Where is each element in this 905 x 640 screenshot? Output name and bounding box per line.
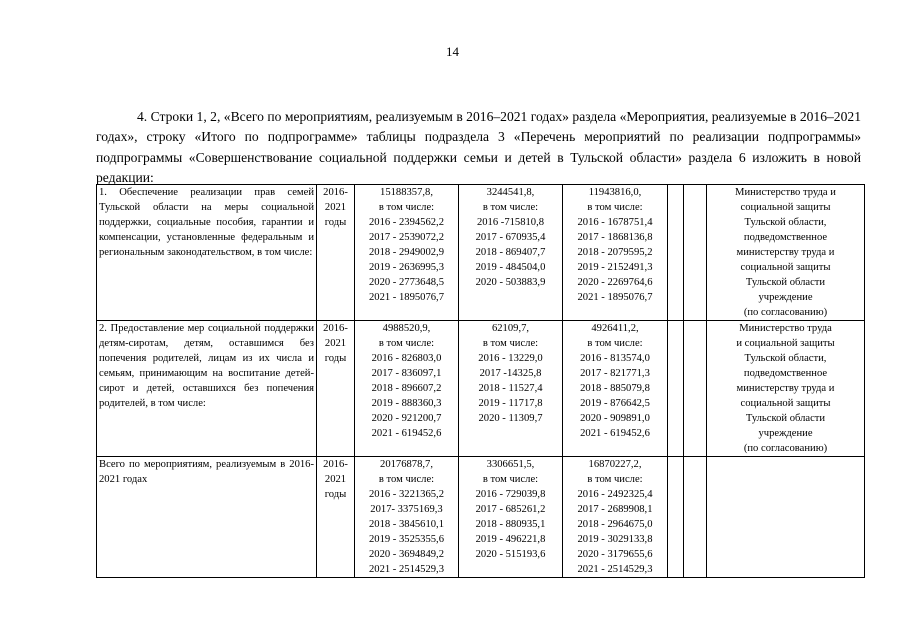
empty-cell	[668, 457, 684, 578]
responsible-cell-line: социальной защиты	[740, 202, 831, 213]
regional-funding-cell-line: 2016 - 1678751,4	[577, 217, 653, 228]
regional-funding-cell-line: 4926411,2,	[591, 323, 639, 334]
activity-name-cell	[97, 457, 317, 578]
federal-funding-cell-line: 3306651,5,	[486, 459, 535, 470]
period-cell-line: 2021	[324, 338, 347, 349]
responsible-cell-line: Министерство труда	[739, 323, 832, 334]
responsible-cell-line: и социальной защиты	[736, 338, 835, 349]
regional-funding-cell-line: 2021 - 1895076,7	[577, 292, 653, 303]
intro-paragraph: 4. Строки 1, 2, «Всего по мероприятиям, реализуемым в 2016–2021 годах» раздела «Мероприятия, реализуемые в 2016–2021 годах», строку «Итого по подпрограмме» таблицы подраздела 3 «Перечень мероприятий по реализации подпрограммы» подпрограммы «Совершенствование социальной поддержки семьи и детей в Тульской области» раздела 6 изложить в новой редакции:	[96, 108, 861, 186]
responsible-cell-line: министерству труда и	[736, 383, 835, 394]
regional-funding-cell-line: в том числе:	[587, 474, 643, 485]
responsible-cell	[707, 457, 865, 578]
regional-funding-cell	[563, 457, 668, 578]
regional-funding-cell-line: 16870227,2,	[588, 459, 642, 470]
federal-funding-cell-line: в том числе:	[482, 338, 539, 349]
total-funding-cell-line: 20176878,7,	[380, 459, 433, 470]
page-number: 14	[446, 44, 459, 59]
total-funding-cell-line: 2021 - 619452,6	[371, 428, 442, 439]
responsible-cell-line: Тульской области,	[744, 217, 827, 228]
regional-funding-cell-line: 2018 - 885079,8	[580, 383, 650, 394]
regional-funding-cell	[563, 321, 668, 457]
federal-funding-cell-line: 62109,7,	[491, 323, 530, 334]
regional-funding-cell-line: 2016 - 2492325,4	[577, 489, 653, 500]
federal-funding-cell-line: 2020 - 503883,9	[475, 277, 546, 288]
responsible-cell-line: социальной защиты	[740, 262, 831, 273]
total-funding-cell	[355, 185, 459, 321]
regional-funding-cell-line: 11943816,0,	[588, 187, 642, 198]
responsible-cell-line: (по согласованию)	[743, 443, 828, 454]
empty-cell	[684, 457, 707, 578]
activities-table	[96, 184, 865, 578]
total-funding-cell-line: 2020 - 921200,7	[371, 413, 442, 424]
period-cell-line: 2016-	[323, 459, 348, 470]
total-funding-cell-line: 2017 - 836097,1	[371, 368, 442, 379]
federal-funding-cell	[459, 457, 563, 578]
period-cell-line: годы	[324, 217, 347, 228]
regional-funding-cell-line: 2021 - 2514529,3	[577, 564, 653, 575]
regional-funding-cell-line: 2020 - 3179655,6	[577, 549, 653, 560]
total-funding-cell-line: 4988520,9,	[382, 323, 431, 334]
total-funding-cell-line: 2016 - 3221365,2	[368, 489, 445, 500]
empty-cell	[684, 321, 707, 457]
total-funding-cell	[355, 457, 459, 578]
total-funding-cell-line: 2021 - 1895076,7	[368, 292, 445, 303]
total-funding-cell-line: 2021 - 2514529,3	[368, 564, 445, 575]
total-funding-cell-line: в том числе:	[378, 338, 435, 349]
regional-funding-cell-line: 2018 - 2079595,2	[577, 247, 653, 258]
federal-funding-cell-line: 2020 - 515193,6	[475, 549, 546, 560]
regional-funding-cell-line: 2017 - 821771,3	[580, 368, 650, 379]
federal-funding-cell-line: в том числе:	[482, 202, 539, 213]
responsible-cell-line: (по согласованию)	[743, 307, 828, 318]
federal-funding-cell-line: в том числе:	[482, 474, 539, 485]
federal-funding-cell-line: 2017 -14325,8	[479, 368, 542, 379]
total-funding-cell-line: в том числе:	[378, 474, 435, 485]
regional-funding-cell-line: 2020 - 909891,0	[580, 413, 650, 424]
period-cell-line: годы	[324, 489, 347, 500]
federal-funding-cell-line: 2019 - 11717,8	[478, 398, 543, 409]
empty-cell	[684, 185, 707, 321]
responsible-cell-line: Тульской области,	[744, 353, 827, 364]
federal-funding-cell-line: 2016 - 13229,0	[478, 353, 543, 364]
federal-funding-cell-line: 2016 -715810,8	[476, 217, 545, 228]
table-row	[97, 457, 865, 578]
activity-name-cell	[97, 185, 317, 321]
regional-funding-cell	[563, 185, 668, 321]
table-row	[97, 185, 865, 321]
period-cell-line: 2016-	[323, 323, 348, 334]
federal-funding-cell-line: 2017 - 670935,4	[475, 232, 546, 243]
total-funding-cell-line: 2020 - 2773648,5	[368, 277, 445, 288]
total-funding-cell-line: 2017 - 2539072,2	[368, 232, 445, 243]
total-funding-cell-line: 2018 - 3845610,1	[368, 519, 445, 530]
activity-name: Всего по мероприятиям, реализуемым в 2016-2021 годах	[99, 459, 314, 485]
regional-funding-cell-line: 2017 - 2689908,1	[577, 504, 653, 515]
period-cell-line: годы	[324, 353, 347, 364]
total-funding-cell	[355, 321, 459, 457]
total-funding-cell-line: 2019 - 2636995,3	[368, 262, 445, 273]
federal-funding-cell-line: 2017 - 685261,2	[475, 504, 546, 515]
regional-funding-cell-line: 2019 - 2152491,3	[577, 262, 653, 273]
regional-funding-cell-line: 2019 - 876642,5	[580, 398, 650, 409]
table-row	[97, 321, 865, 457]
total-funding-cell-line: 2017- 3375169,3	[370, 504, 443, 515]
activity-name: 2. Предоставление мер социальной поддержки детям-сиротам, детям, оставшимся без попечения родителей, лицам из их числа и семьям, принимающим на воспитание детей-сирот и детей, оставшихся без попечения родителей, в том числе:	[99, 323, 314, 409]
federal-funding-cell	[459, 321, 563, 457]
federal-funding-cell-line: 2016 - 729039,8	[475, 489, 546, 500]
period-cell	[317, 457, 355, 578]
responsible-cell-line: Тульской области	[745, 413, 826, 424]
responsible-cell	[707, 321, 865, 457]
empty-cell	[668, 185, 684, 321]
federal-funding-cell-line: 2020 - 11309,7	[478, 413, 543, 424]
regional-funding-cell-line: 2021 - 619452,6	[580, 428, 650, 439]
activity-name-cell	[97, 321, 317, 457]
total-funding-cell-line: 15188357,8,	[380, 187, 433, 198]
regional-funding-cell-line: 2016 - 813574,0	[580, 353, 650, 364]
federal-funding-cell-line: 2018 - 11527,4	[478, 383, 543, 394]
regional-funding-cell-line: в том числе:	[587, 338, 643, 349]
period-cell	[317, 185, 355, 321]
regional-funding-cell-line: в том числе:	[587, 202, 643, 213]
total-funding-cell-line: 2016 - 2394562,2	[368, 217, 445, 228]
total-funding-cell-line: 2020 - 3694849,2	[368, 549, 445, 560]
federal-funding-cell-line: 2019 - 496221,8	[475, 534, 546, 545]
total-funding-cell-line: 2019 - 3525355,6	[368, 534, 445, 545]
empty-cell	[668, 321, 684, 457]
federal-funding-cell	[459, 185, 563, 321]
total-funding-cell-line: в том числе:	[378, 202, 435, 213]
federal-funding-cell-line: 3244541,8,	[486, 187, 535, 198]
total-funding-cell-line: 2018 - 896607,2	[371, 383, 442, 394]
responsible-cell	[707, 185, 865, 321]
responsible-cell-line: министерству труда и	[736, 247, 835, 258]
period-cell-line: 2021	[324, 202, 347, 213]
responsible-cell-line: подведомственное	[743, 232, 828, 243]
responsible-cell-line: Тульской области	[745, 277, 826, 288]
regional-funding-cell-line: 2018 - 2964675,0	[577, 519, 653, 530]
federal-funding-cell-line: 2018 - 880935,1	[475, 519, 546, 530]
responsible-cell-line: социальной защиты	[740, 398, 831, 409]
responsible-cell-line: Министерство труда и	[735, 187, 836, 198]
total-funding-cell-line: 2016 - 826803,0	[371, 353, 442, 364]
federal-funding-cell-line: 2019 - 484504,0	[475, 262, 546, 273]
regional-funding-cell-line: 2017 - 1868136,8	[577, 232, 653, 243]
responsible-cell-line: учреждение	[758, 292, 813, 303]
period-cell	[317, 321, 355, 457]
federal-funding-cell-line: 2018 - 869407,7	[475, 247, 546, 258]
total-funding-cell-line: 2019 - 888360,3	[371, 398, 442, 409]
responsible-cell-line: подведомственное	[743, 368, 828, 379]
regional-funding-cell-line: 2020 - 2269764,6	[577, 277, 653, 288]
total-funding-cell-line: 2018 - 2949002,9	[368, 247, 445, 258]
period-cell-line: 2021	[324, 474, 347, 485]
responsible-cell-line: учреждение	[758, 428, 813, 439]
activity-name: 1. Обеспечение реализации прав семей Тульской области на меры социальной поддержки, социальные пособия, гарантии и компенсации, установленные федеральным и региональным законодательством, в том числе:	[99, 187, 314, 258]
regional-funding-cell-line: 2019 - 3029133,8	[577, 534, 653, 545]
period-cell-line: 2016-	[323, 187, 348, 198]
